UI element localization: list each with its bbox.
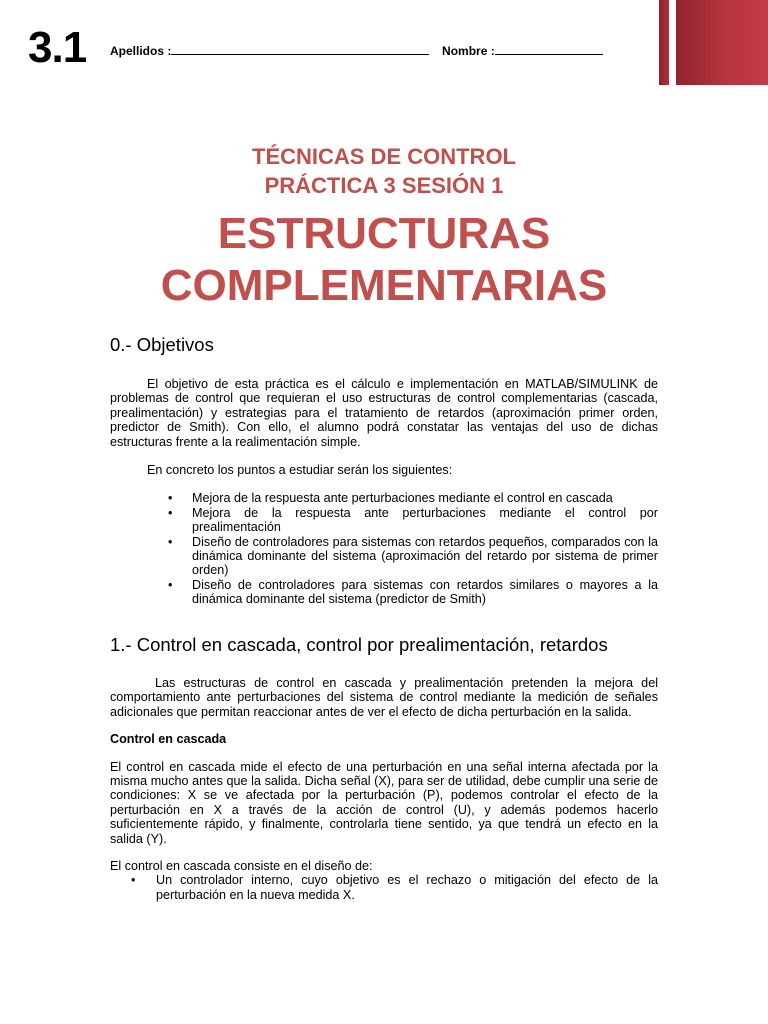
course-subtitle [0, 142, 768, 200]
main-title-line1: ESTRUCTURAS [217, 209, 551, 258]
apellidos-field[interactable] [171, 42, 429, 55]
section-cascade [110, 634, 658, 902]
document-main-title [0, 208, 768, 312]
section-heading: 0.- Objetivos [110, 334, 214, 355]
list-item: • Mejora de la respuesta ante perturbaciones mediante el control en cascada [110, 491, 658, 505]
nombre-field[interactable] [495, 42, 603, 55]
section-number: 3.1 [28, 23, 87, 72]
main-title-line2: COMPLEMENTARIAS [160, 261, 608, 310]
list-item: • Un controlador interno, cuyo objetivo es el rechazo o mitigación del efecto de la perturbación en la nueva medida X. [110, 873, 658, 902]
course-title: TÉCNICAS DE CONTROL [252, 144, 516, 169]
objectives-list [110, 491, 658, 606]
list-item: • Mejora de la respuesta ante perturbaciones mediante el control por prealimentación [110, 506, 658, 535]
apellidos-label: Apellidos : [110, 44, 172, 58]
paragraph: El control en cascada mide el efecto de una perturbación en una señal interna afectada por la misma mucho antes que la salida. Dicha señal (X), para ser de utilidad, debe cumplir una serie de condiciones: X se ve afectada por la perturbación (P), podemos controlar el efecto de la perturbación en X a través de la acción de control (U), y además podemos hacerlo suficientemente rápido, y finalmente, controlarla tiene sentido, ya que tendrá un efecto en la salida (Y). [110, 759, 658, 846]
list-item: • Diseño de controladores para sistemas con retardos pequeños, comparados con la dinámica dominante del sistema (aproximación del retardo por sistema de primer orden) [110, 535, 658, 578]
subsection-heading: Control en cascada [110, 732, 227, 747]
session-title: PRÁCTICA 3 SESIÓN 1 [264, 173, 504, 198]
corner-decoration-thin [659, 0, 669, 85]
section-heading: 1.- Control en cascada, control por prealimentación, retardos [110, 634, 608, 655]
paragraph: El objetivo de esta práctica es el cálculo e implementación en MATLAB/SIMULINK de problemas de control que requieran el uso estructuras de control complementarias (cascada, prealimentación) y estrategias para el tratamiento de retardos (aproximación primer orden, predictor de Smith). Con ello, el alumno podrá constatar las ventajas del uso de dichas estructuras frente a la realimentación simple. [110, 377, 658, 449]
section-objectives [110, 334, 658, 607]
paragraph: En concreto los puntos a estudiar serán los siguientes: [147, 463, 453, 478]
cascade-list [110, 873, 658, 902]
list-item: • Diseño de controladores para sistemas con retardos similares o mayores a la dinámica dominante del sistema (predictor de Smith) [110, 578, 658, 607]
nombre-label: Nombre : [442, 44, 495, 58]
paragraph: El control en cascada consiste en el diseño de: [110, 859, 373, 874]
paragraph: Las estructuras de control en cascada y prealimentación pretenden la mejora del comportamiento ante perturbaciones del sistema de control mediante la medición de señales adicionales que permitan reaccionar antes de ver el efecto de dicha perturbación en la salida. [110, 676, 658, 719]
student-name-line [110, 42, 603, 58]
corner-decoration-wide [676, 0, 768, 85]
